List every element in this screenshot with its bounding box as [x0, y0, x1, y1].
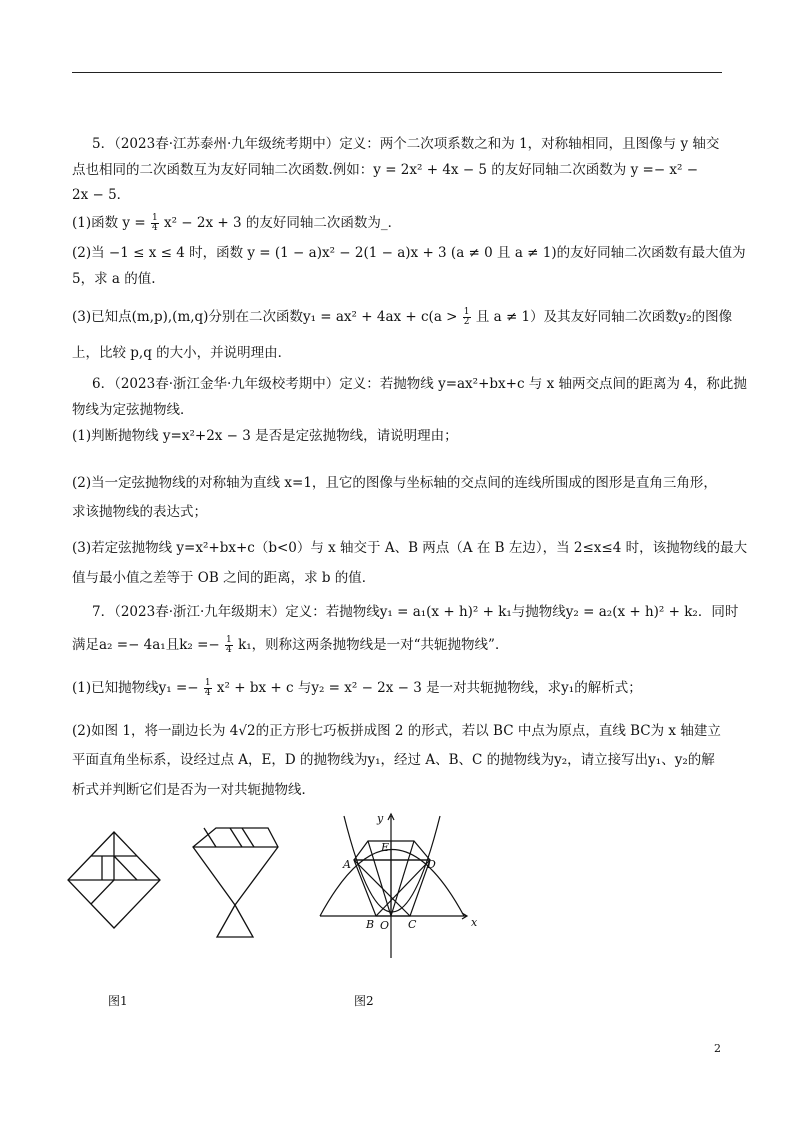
- label-x: x: [471, 916, 478, 929]
- figure-1-tangram-goblet: [190, 825, 280, 945]
- q5-part-1-text-b: x² − 2x + 3 的友好同轴二次函数为_．: [163, 215, 402, 231]
- q5-line-3: 2x − 5．: [72, 187, 131, 203]
- q7-part-2-line-1: (2)如图 1，将一副边长为 4√2的正方形七巧板拼成图 2 的形式，若以 BC 中点为原点，直线 BC为 x 轴建立: [72, 723, 721, 739]
- label-d: D: [427, 858, 436, 871]
- page-number: 2: [714, 1042, 721, 1055]
- q6-part-2-line-2: 求该抛物线的表达式；: [72, 504, 207, 520]
- label-c: C: [408, 918, 417, 931]
- fraction-denominator: 2: [463, 317, 470, 327]
- tangram-top: [354, 841, 430, 860]
- q5-part-1: [72, 214, 401, 233]
- q7-part-2-line-3: 析式并判断它们是否为一对共轭抛物线．: [72, 782, 315, 798]
- q7-part-1-fraction: [204, 679, 212, 698]
- q6-line-2: 物线为定弦抛物线．: [72, 402, 194, 418]
- q7-line-2: [72, 636, 508, 655]
- q5-line-2: 点也相同的二次函数互为友好同轴二次函数.例如：y = 2x² + 4x − 5 的友好同轴二次函数为 y =− x² −: [72, 162, 699, 178]
- fraction-denominator: 4: [226, 645, 232, 655]
- q7-line-2-text-a: 满足a₂ =− 4a₁且k₂ =−: [72, 637, 220, 653]
- fraction-numerator: 1: [204, 678, 211, 688]
- q5-part-1-text-a: (1)函数 y =: [72, 215, 146, 231]
- tangram-outline: [354, 860, 430, 916]
- fraction-numerator: 1: [463, 307, 470, 317]
- q6-part-1: (1)判断抛物线 y=x²+2x − 3 是否是定弦抛物线，请说明理由；: [72, 428, 458, 444]
- q5-part-3-line-1: [72, 308, 732, 327]
- fraction-denominator: 4: [151, 223, 158, 233]
- q7-line-2-text-b: k₁，则称这两条抛物线是一对“共轭抛物线”．: [238, 637, 509, 653]
- label-y: y: [377, 812, 384, 825]
- q7-line-2-fraction: [225, 636, 233, 655]
- figure-2-coordinate-plot: [318, 808, 488, 963]
- q6-part-2-line-1: (2)当一定弦抛物线的对称轴为直线 x=1，且它的图像与坐标轴的交点间的连线所围成的图形是直角三角形，: [72, 475, 717, 491]
- fraction-denominator: 4: [204, 688, 211, 698]
- figure-1-tangram-square: [66, 820, 176, 940]
- q6-part-3-line-2: 值与最小值之差等于 OB 之间的距离，求 b 的值．: [72, 570, 376, 586]
- label-b: B: [366, 918, 375, 931]
- q5-part-2-line-2: 5，求 a 的值.: [72, 271, 156, 287]
- fraction-numerator: 1: [151, 213, 158, 223]
- q7-part-2-line-2: 平面直角坐标系，设经过点 A，E，D 的抛物线为y₁，经过 A、B、C 的抛物线为y₂，请立接写出y₁、y₂的解: [72, 752, 715, 768]
- q7-part-1-text-b: x² + bx + c 与y₂ = x² − 2x − 3 是一对共轭抛物线，求y₁的解析式；: [216, 680, 642, 696]
- q5-part-2-line-1: (2)当 −1 ≤ x ≤ 4 时，函数 y = (1 − a)x² − 2(1 − a)x + 3 (a ≠ 0 且 a ≠ 1)的友好同轴二次函数有最大值为: [72, 245, 746, 261]
- q5-line-1: 5．（2023春·江苏泰州·九年级统考期中）定义：两个二次项系数之和为 1，对称轴相同，且图像与 y 轴交: [92, 136, 720, 152]
- q5-part-3-text-a: (3)已知点(m,p),(m,q)分别在二次函数y₁ = ax² + 4ax + c(a >: [72, 309, 458, 325]
- fraction-numerator: 1: [226, 635, 232, 645]
- q6-part-3-line-1: (3)若定弦抛物线 y=x²+bx+c（b<0）与 x 轴交于 A、B 两点（A 在 B 左边），当 2≤x≤4 时，该抛物线的最大: [72, 540, 748, 556]
- q7-line-1: 7．（2023春·浙江·九年级期末）定义：若抛物线y₁ = a₁(x + h)² + k₁与抛物线y₂ = a₂(x + h)² + k₂．同时: [92, 604, 739, 620]
- figure-2-caption: 图2: [354, 994, 374, 1008]
- q5-part-3-fraction: [463, 308, 471, 327]
- label-o: O: [380, 919, 390, 932]
- q7-part-1-text-a: (1)已知抛物线y₁ =−: [72, 680, 199, 696]
- q5-part-3-text-b: 且 a ≠ 1）及其友好同轴二次函数y₂的图像: [475, 309, 733, 325]
- q5-part-1-fraction: [151, 214, 159, 233]
- q5-part-3-line-2: 上，比较 p,q 的大小，并说明理由．: [72, 345, 292, 361]
- label-e: E: [381, 841, 390, 854]
- q6-line-1: 6．（2023春·浙江金华·九年级校考期中）定义：若抛物线 y=ax²+bx+c 与 x 轴两交点间的距离为 4，称此抛: [92, 376, 747, 392]
- label-a: A: [343, 858, 351, 871]
- figure-1-caption: 图1: [108, 994, 128, 1008]
- q7-part-1: [72, 679, 642, 698]
- header-rule: [72, 72, 722, 73]
